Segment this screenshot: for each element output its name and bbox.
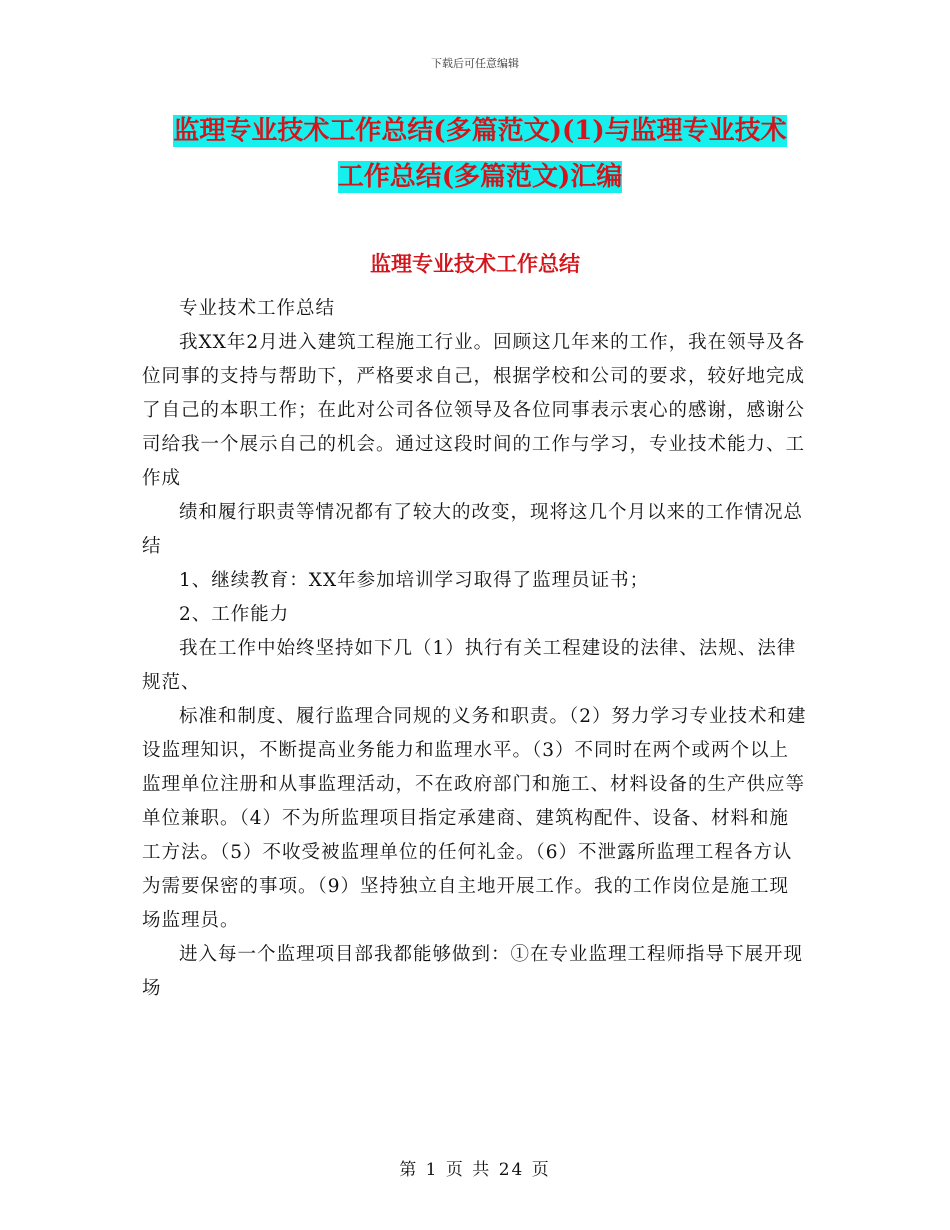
paragraph: 专业技术工作总结 (179, 298, 336, 319)
paragraph: 我XX年2月进入建筑工程施工行业。回顾这几年来的工作，我在领导及各位同事的支持与帮助下，严格要求自己，根据学校和公司的要求，较好地完成了自己的本职工作；在此对公司各位领导及各位同事表示衷心的感谢，感谢公司给我一个展示自己的机会。通过这段时间的工作与学习，专业技术能力、工作成 (142, 332, 806, 489)
section-subtitle: 监理专业技术工作总结 (370, 251, 580, 276)
document-title (140, 108, 820, 200)
paragraph: 2、工作能力 (179, 604, 290, 625)
paragraph: 绩和履行职责等情况都有了较大的改变，现将这几个月以来的工作情况总结 (142, 502, 804, 557)
paragraph: 进入每一个监理项目部我都能够做到：①在专业监理工程师指导下展开现场 (142, 944, 804, 999)
paragraph: 标准和制度、履行监理合同规的义务和职责。（2）努力学习专业技术和建设监理知识，不断提高业务能力和监理水平。（3）不同时在两个或两个以上监理单位注册和从事监理活动，不在政府部门和施工、材料设备的生产供应等单位兼职。（4）不为所监理项目指定承建商、建筑构配件、设备、材料和施工方法。（5）不收受被监理单位的任何礼金。（6）不泄露所监理工程各方认为需要保密的事项。（9）坚持独立自主地开展工作。我的工作岗位是施工现场监理员。 (142, 706, 807, 931)
title-line-1: 监理专业技术工作总结(多篇范文)(1)与监理专业技术 (173, 116, 787, 146)
document-body (142, 292, 807, 1006)
header-note: 下载后可任意编辑 (431, 57, 519, 70)
title-line-2: 工作总结(多篇范文)汇编 (337, 162, 623, 192)
paragraph: 我在工作中始终坚持如下几（1）执行有关工程建设的法律、法规、法律规范、 (142, 638, 797, 693)
paragraph: 1、继续教育：XX年参加培训学习取得了监理员证书； (179, 570, 650, 591)
page-number: 第 1 页 共 24 页 (399, 1160, 551, 1180)
